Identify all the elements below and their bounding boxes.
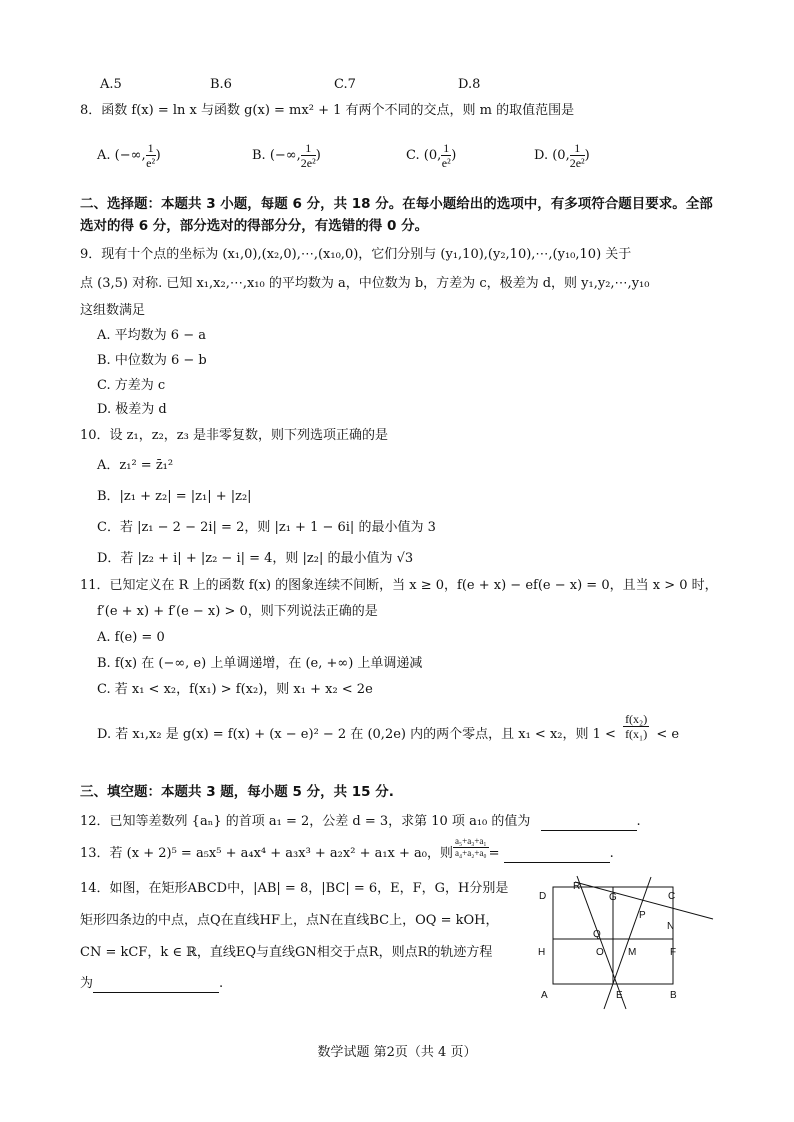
q13-den: a₄+a₂+a₀	[455, 848, 487, 858]
q8-option-b-num: 1	[301, 141, 316, 156]
label-d: D	[539, 891, 547, 902]
q8-option-c-den: e²	[441, 156, 451, 170]
q11-option-d	[97, 712, 679, 746]
q14-line3: CN = kCF，k ∈ ℝ，直线EQ与直线GN相交于点R，则点R的轨迹方程	[80, 945, 493, 960]
label-r: R	[573, 881, 581, 892]
q11-option-d-fraction	[623, 712, 649, 741]
q8-option-c-interval: (0,	[423, 148, 442, 163]
q14-answer-blank[interactable]	[93, 978, 219, 993]
q8-option-d-end: )	[584, 148, 590, 163]
q8-option-d-den: 2e²	[569, 156, 585, 170]
q13-fraction	[453, 836, 489, 859]
q14-end: .	[219, 976, 224, 991]
q12-text: 12．已知等差数列 {aₙ} 的首项 a₁ = 2，公差 d = 3，求第 10 项 a₁₀ 的值为	[80, 814, 531, 829]
q11-option-d-text: D. 若 x₁,x₂ 是 g(x) = f(x) + (x − e)² − 2 在 (0,2e) 内的两个零点，且 x₁ < x₂，则 1 <	[97, 727, 616, 742]
section2-line1: 二、选择题：本题共 3 小题，每题 6 分，共 18 分。在每小题给出的选项中，有多项符合题目要求。全部	[80, 196, 713, 212]
label-f: F	[670, 947, 677, 958]
q11-line1: 11．已知定义在 R 上的函数 f(x) 的图象连续不间断，当 x ≥ 0，f(e + x) − ef(e − x) = 0，且当 x > 0 时，	[80, 578, 718, 593]
q11-option-a: A. f(e) = 0	[97, 630, 165, 645]
q7-option-a: A.5	[100, 77, 122, 92]
q8-stem: 8．函数 f(x) = ln x 与函数 g(x) = mx² + 1 有两个不同的交点，则 m 的取值范围是	[80, 103, 575, 118]
q11-option-b: B. f(x) 在 (−∞, e) 上单调递增，在 (e, +∞) 上单调递减	[97, 656, 423, 671]
q8-option-a	[97, 141, 161, 170]
label-c: C	[668, 891, 676, 902]
q8-option-b-label: B.	[252, 148, 266, 163]
label-e: E	[616, 990, 623, 1001]
q14-line2: 矩形四条边的中点，点Q在直线HF上，点N在直线BC上，OQ = kOH，	[80, 913, 499, 928]
q8-option-b	[252, 141, 321, 170]
q9-option-b: B. 中位数为 6 − b	[97, 353, 207, 368]
q8-option-d-num: 1	[570, 141, 585, 156]
q8-option-d-fraction	[570, 141, 585, 170]
q8-option-a-end: )	[155, 148, 161, 163]
q7-option-d: D.8	[458, 77, 481, 92]
q10-stem: 10．设 z₁，z₂，z₃ 是非零复数，则下列选项正确的是	[80, 428, 388, 443]
q12-answer-blank[interactable]	[541, 816, 637, 831]
q9-line3: 这组数满足	[80, 303, 146, 318]
q11-option-d-num: f(x₂)	[625, 712, 648, 726]
q11-option-c: C. 若 x₁ < x₂，f(x₁) > f(x₂)，则 x₁ + x₂ < 2e	[97, 682, 373, 697]
q8-option-d	[534, 141, 590, 170]
q8-option-b-end: )	[315, 148, 321, 163]
label-g: G	[609, 892, 617, 903]
q8-option-a-num: 1	[147, 141, 154, 155]
q11-line2: f′(e + x) + f′(e − x) > 0，则下列说法正确的是	[97, 604, 378, 619]
label-b: B	[670, 990, 677, 1001]
q9-option-d: D. 极差为 d	[97, 402, 167, 417]
q8-option-a-label: A.	[97, 148, 111, 163]
q8-option-a-interval: (−∞,	[114, 148, 146, 163]
q10-option-d: D．若 |z₂ + i| + |z₂ − i| = 4，则 |z₂| 的最小值为 √3	[97, 551, 414, 566]
label-m: M	[628, 947, 637, 958]
label-h: H	[538, 947, 546, 958]
label-o: O	[596, 947, 604, 958]
q8-option-b-den: 2e²	[300, 156, 316, 170]
q8-option-c-label: C.	[406, 148, 420, 163]
q14-line1: 14．如图，在矩形ABCD中，|AB| = 8，|BC| = 6，E，F，G，H分别是	[80, 881, 509, 896]
q11-option-d-den: f(x₁)	[625, 727, 648, 741]
label-n: N	[667, 921, 675, 932]
q8-option-d-interval: (0,	[552, 148, 570, 163]
q13-end: .	[609, 846, 614, 861]
label-q: Q	[593, 929, 601, 940]
q8-option-b-interval: (−∞,	[269, 148, 301, 163]
q10-option-b: B．|z₁ + z₂| = |z₁| + |z₂|	[97, 489, 252, 504]
q12-end: .	[636, 814, 641, 829]
q11-option-d-end: < e	[656, 727, 680, 742]
q13-equals: =	[488, 846, 500, 861]
q14-line4	[80, 975, 223, 993]
q8-option-c-fraction	[441, 141, 451, 170]
q13-num: a₅+a₃+a₁	[455, 836, 487, 846]
q9-line2: 点 (3,5) 对称. 已知 x₁,x₂,⋯,x₁₀ 的平均数为 a，中位数为 b，方差为 c，极差为 d，则 y₁,y₂,⋯,y₁₀	[80, 276, 650, 291]
q8-option-c-end: )	[451, 148, 457, 163]
q8-option-a-den: e²	[146, 156, 156, 170]
q9-line1: 9．现有十个点的坐标为 (x₁,0),(x₂,0),⋯,(x₁₀,0)，它们分别与 (y₁,10),(y₂,10),⋯,(y₁₀,10) 关于	[80, 247, 632, 262]
q8-option-d-label: D.	[534, 148, 549, 163]
q10-option-c: C．若 |z₁ − 2 − 2i| = 2，则 |z₁ + 1 − 6i| 的最小值为 3	[97, 520, 436, 535]
q12	[80, 813, 641, 831]
q14-line4-text: 为	[80, 976, 94, 991]
q13-answer-blank[interactable]	[504, 848, 610, 863]
q7-option-b: B.6	[210, 77, 232, 92]
q13	[80, 836, 614, 866]
page-footer: 数学试题 第2页（共 4 页）	[317, 1045, 477, 1060]
q14-figure	[525, 875, 715, 1015]
q8-option-c	[406, 141, 456, 170]
q13-text: 13．若 (x + 2)⁵ = a₅x⁵ + a₄x⁴ + a₃x³ + a₂x² + a₁x + a₀，则	[80, 846, 454, 861]
q8-option-b-fraction	[301, 141, 316, 170]
label-p: P	[639, 910, 646, 921]
q8-option-a-fraction	[146, 141, 156, 170]
section3-title: 三、填空题：本题共 3 题，每小题 5 分，共 15 分.	[80, 784, 394, 800]
q7-option-c: C.7	[334, 77, 356, 92]
q9-option-a: A. 平均数为 6 − a	[97, 328, 206, 343]
q8-option-c-num: 1	[443, 141, 450, 155]
label-a: A	[541, 990, 548, 1001]
section2-line2: 选对的得 6 分，部分选对的得部分分，有选错的得 0 分。	[80, 218, 429, 234]
q9-option-c: C. 方差为 c	[97, 378, 166, 393]
q10-option-a: A．z₁² = z̄₁²	[97, 458, 174, 473]
